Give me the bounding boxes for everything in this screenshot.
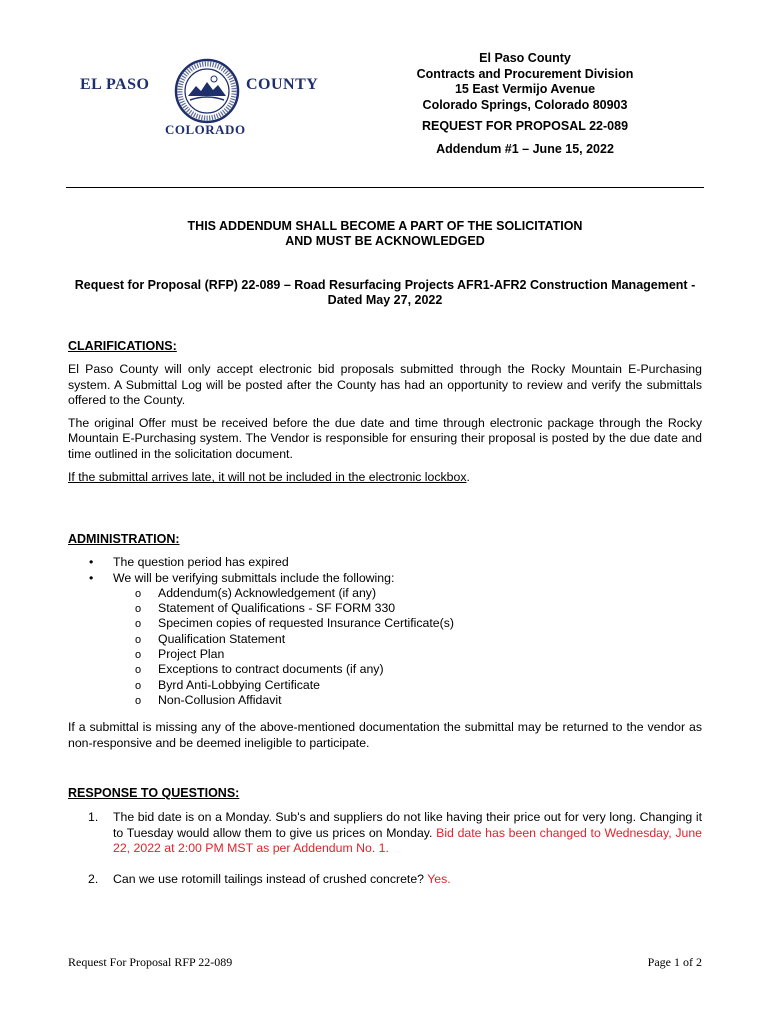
late-submittal-period: . [466, 470, 470, 485]
list-item: o Qualification Statement [68, 632, 702, 647]
list-item: o Addendum(s) Acknowledgement (if any) [68, 586, 702, 601]
question-1 [68, 810, 702, 856]
header-division: Contracts and Procurement Division [416, 66, 634, 81]
administration-list [68, 555, 702, 708]
header-addendum: Addendum #1 – June 15, 2022 [436, 141, 614, 156]
responses-heading: RESPONSE TO QUESTIONS: [68, 786, 240, 800]
clarification-paragraph-3 [68, 470, 702, 485]
header-org: El Paso County [479, 51, 571, 65]
logo-subtitle: COLORADO [165, 122, 246, 137]
clarifications-section [68, 339, 702, 485]
administration-closing: If a submittal is missing any of the above-mentioned documentation the submittal may be returned to the vendor as non-responsive and be deemed ineligible to participate. [68, 720, 702, 750]
rfp-title-line-1: Request for Proposal (RFP) 22-089 – Road Resurfacing Projects AFR1-AFR2 Construction Management - [74, 278, 696, 292]
header-street: 15 East Vermijo Avenue [454, 82, 596, 97]
footer-document-title: Request For Proposal RFP 22-089 [68, 955, 233, 969]
clarification-paragraph-2: The original Offer must be received before the due date and time through electronic package through the Rocky Mountain E-Purchasing system. The Vendor is responsible for ensuring their proposal is posted by the due date and time outlined in the solicitation document. [68, 416, 702, 461]
header-address-block [400, 51, 650, 158]
clarification-paragraph-1: El Paso County will only accept electronic bid proposals submitted through the Rocky Mountain E-Purchasing system. A Submittal Log will be posted after the County has had an opportunity to review and verify the submittals offered to the County. [68, 362, 702, 407]
notice-line-2: AND MUST BE ACKNOWLEDGED [285, 234, 485, 249]
rfp-title-line-2: Dated May 27, 2022 [327, 293, 443, 308]
county-seal-icon [174, 58, 240, 124]
footer-page-number: Page 1 of 2 [647, 955, 702, 969]
list-item: o Project Plan [68, 647, 702, 662]
county-logo [70, 56, 340, 138]
responses-section [68, 786, 702, 887]
questions-list [68, 810, 702, 887]
list-item: o Statement of Qualifications - SF FORM 330 [68, 601, 702, 616]
list-item: o Specimen copies of requested Insurance Certificate(s) [68, 616, 702, 631]
header-rfp-number: REQUEST FOR PROPOSAL 22-089 [421, 119, 629, 134]
question-1-text: The bid date is on a Monday. Sub's and suppliers do not like having their price out for very long. Changing it to Tuesday would allow them to give us prices on Monday. [113, 810, 702, 840]
list-item: o Byrd Anti-Lobbying Certificate [68, 678, 702, 693]
question-1-answer: Bid date has been changed to Wednesday, June 22, 2022 at 2:00 PM MST as per Addendum No. 1. [113, 825, 703, 855]
admin-bullet-1-text: The question period has expired [113, 555, 289, 570]
admin-bullet-2-text: We will be verifying submittals include the following: [113, 570, 395, 585]
header-divider [66, 187, 704, 188]
addendum-notice [66, 219, 704, 250]
notice-line-1: THIS ADDENDUM SHALL BECOME A PART OF THE SOLICITATION [187, 219, 583, 233]
admin-bullet-2 [68, 571, 702, 709]
logo-left-word: EL PASO [80, 76, 150, 93]
required-documents-list [113, 586, 702, 708]
list-item: o Exceptions to contract documents (if any) [68, 662, 702, 677]
logo-right-word: COUNTY [246, 76, 319, 93]
question-2-number: 2. [88, 872, 99, 887]
rfp-title [66, 278, 704, 309]
administration-section [68, 532, 702, 751]
question-2-text: Can we use rotomill tailings instead of crushed concrete? [113, 872, 428, 887]
late-submittal-note: If the submittal arrives late, it will not be included in the electronic lockbox [68, 470, 467, 485]
list-item: o Non-Collusion Affidavit [68, 693, 702, 708]
header-city: Colorado Springs, Colorado 80903 [422, 97, 628, 112]
administration-heading: ADMINISTRATION: [68, 532, 180, 546]
question-1-number: 1. [88, 810, 99, 825]
admin-bullet-1 [68, 555, 702, 570]
clarifications-heading: CLARIFICATIONS: [68, 339, 177, 353]
question-2-answer: Yes. [427, 872, 451, 887]
question-2 [68, 872, 702, 887]
